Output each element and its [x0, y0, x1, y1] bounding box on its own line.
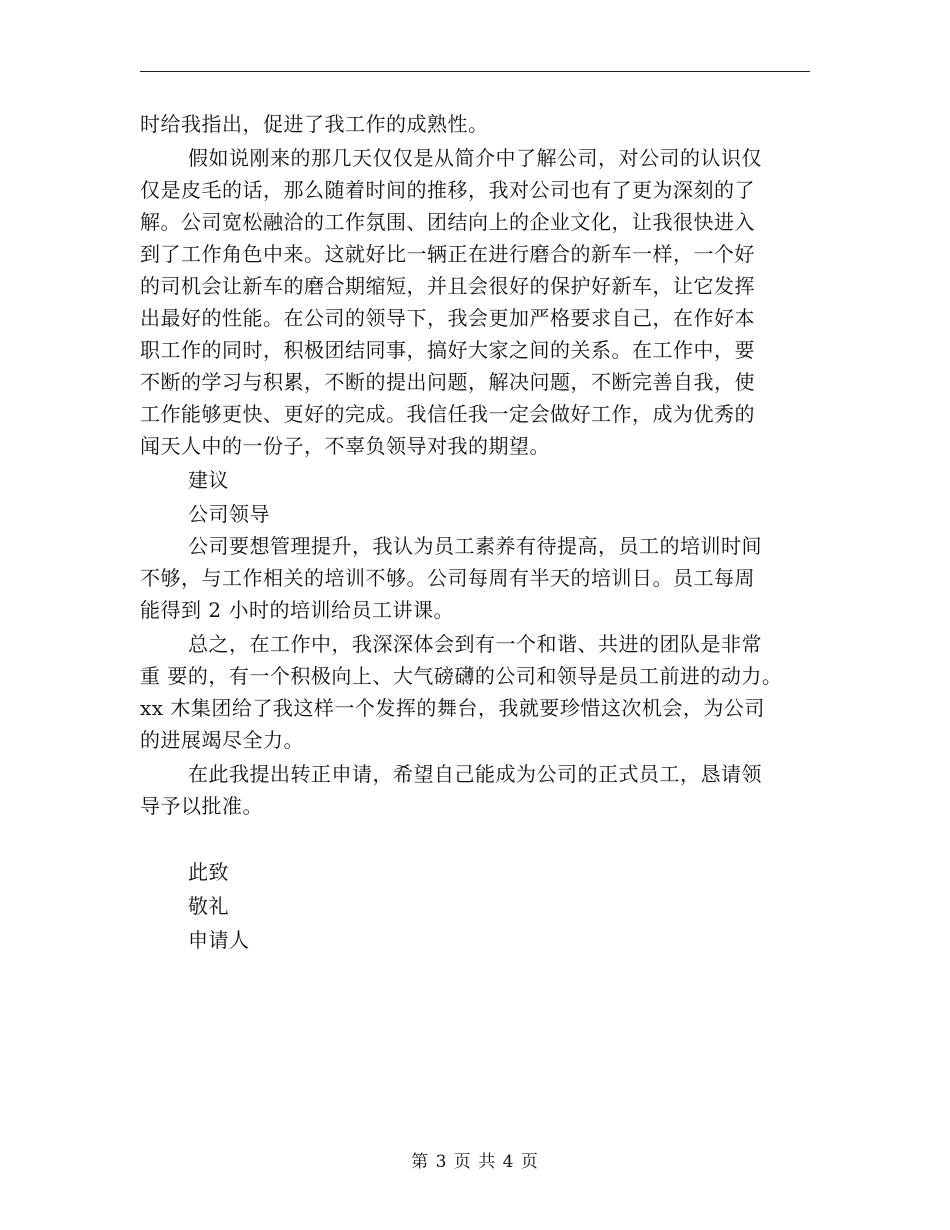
body-line: 公司要想管理提升，我认为员工素养有待提高，员工的培训时间 [188, 534, 762, 558]
body-line: 总之，在工作中，我深深体会到有一个和谐、共进的团队是非常 [188, 632, 762, 656]
body-line: xx 木集团给了我这样一个发挥的舞台，我就要珍惜这次机会，为公司 [140, 696, 765, 720]
body-line: 不够，与工作相关的培训不够。公司每周有半天的培训日。员工每周 [140, 566, 755, 590]
body-line: 导予以批准。 [140, 794, 263, 818]
body-line: 的司机会让新车的磨合期缩短，并且会很好的保护好新车，让它发挥 [140, 274, 755, 298]
body-line: 在此我提出转正申请，希望自己能成为公司的正式员工，恳请领 [188, 762, 762, 786]
body-line: 能得到 2 小时的培训给员工讲课。 [140, 598, 454, 622]
body-line: 的进展竭尽全力。 [140, 728, 304, 752]
body-line: 时给我指出，促进了我工作的成熟性。 [140, 112, 489, 136]
closing-regards: 敬礼 [188, 894, 229, 918]
body-line: 职工作的同时，积极团结同事，搞好大家之间的关系。在工作中，要 [140, 338, 755, 362]
header-rule [140, 71, 810, 72]
body-line: 假如说刚来的那几天仅仅是从简介中了解公司，对公司的认识仅 [188, 146, 762, 170]
body-line: 闻天人中的一份子，不辜负领导对我的期望。 [140, 434, 550, 458]
body-line: 仅是皮毛的话，那么随着时间的推移，我对公司也有了更为深刻的了 [140, 178, 755, 202]
section-subheading: 公司领导 [188, 502, 270, 526]
applicant-label: 申请人 [188, 928, 250, 952]
body-line: 重 要的，有一个积极向上、大气磅礴的公司和领导是员工前进的动力。 [140, 664, 783, 688]
section-heading: 建议 [188, 468, 229, 492]
body-line: 工作能够更快、更好的完成。我信任我一定会做好工作，成为优秀的 [140, 402, 755, 426]
page-number-footer: 第 3 页 共 4 页 [411, 1152, 539, 1172]
body-line: 到了工作角色中来。这就好比一辆正在进行磨合的新车一样，一个好 [140, 242, 755, 266]
closing-salutation: 此致 [188, 860, 229, 884]
body-line: 不断的学习与积累，不断的提出问题，解决问题，不断完善自我，使 [140, 370, 755, 394]
body-line: 解。公司宽松融洽的工作氛围、团结向上的企业文化，让我很快进入 [140, 210, 755, 234]
body-line: 出最好的性能。在公司的领导下，我会更加严格要求自己，在作好本 [140, 306, 755, 330]
